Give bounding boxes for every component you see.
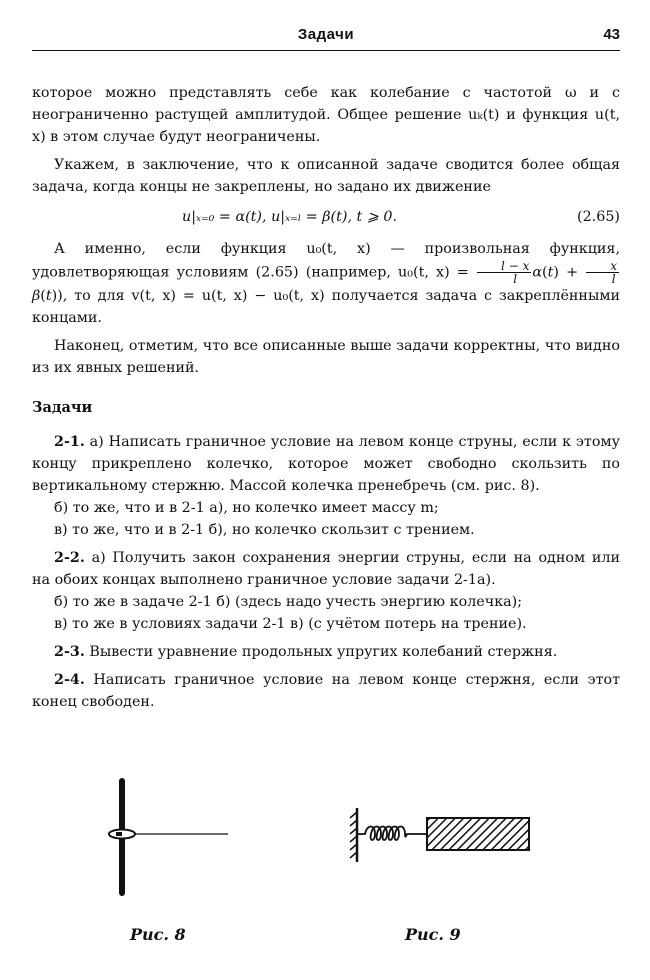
wall (350, 808, 357, 862)
task-2-1b: б) то же, что и в 2-1 а), но колечко имеет массу m; (54, 500, 439, 516)
running-header (32, 24, 620, 51)
main-text (32, 82, 620, 713)
task-2-2c: в) то же в условиях задачи 2-1 в) (с учётом потерь на трение). (54, 616, 527, 632)
paragraph-3-start: А именно, если функция u₀(t, x) — произвольная функция, удовлетворяющая условиям (2.65) (например, u₀(t, x) = (32, 241, 620, 281)
task-2-3 (32, 641, 620, 663)
task-2-4 (32, 669, 620, 713)
task-2-4-text: Написать граничное условие на левом конце стержня, если этот конец свободен. (32, 672, 621, 710)
fraction-x-over-l: $\frac{x}{l}$ (586, 260, 619, 285)
task-number-2-3: 2-3. (54, 644, 85, 660)
paragraph-2: Укажем, в заключение, что к описанной задаче сводится более общая задача, когда концы не закреплены, но задано их движение (32, 157, 620, 195)
header-title: Задачи (297, 26, 355, 43)
equation-body: u|ₓ₌₀ = α(t), u|ₓ₌ₗ = β(t), t ⩾ 0. (182, 209, 397, 225)
figure-9-spring-rod (345, 800, 540, 870)
task-2-3-text: Вывести уравнение продольных упругих колебаний стержня. (89, 644, 558, 660)
paragraph-3: А именно, если функция u₀(t, x) — произвольная функция, удовлетворяющая условиям (2.65) (например, u₀(t, x) = $\frac{l - x}{l}$ α(t) + $\frac{x}{l}$ β(t)), то для v(t, x) = u(t, x) − u₀(t, x) получается задача с закреплёнными концами. (32, 241, 620, 326)
task-2-1c: в) то же, что и в 2-1 б), но колечко скользит с трением. (54, 522, 475, 538)
fraction-l-minus-x-over-l: $\frac{l - x}{l}$ (477, 260, 531, 285)
equation-2-65 (32, 202, 620, 234)
paragraph-3-end: то для v(t, x) = u(t, x) − u₀(t, x) получается задача с закреплёнными концами. (32, 288, 620, 326)
figure-8-caption: Рис. 8 (130, 925, 186, 944)
paragraph-1: которое можно представлять себе как колебание с частотой ω и с неограниченно растущей амплитудой. Общее решение uₖ(t) и функция u(t, x) в этом случае будут неограничены. (32, 85, 620, 145)
figure-8-ring-on-rod (100, 775, 240, 905)
task-2-1a-text: а) Написать граничное условие на левом конце струны, если к этому концу прикреплено колечко, которое может свободно скользить по вертикальному стержню. Массой колечка пренебречь (см. рис. 8). (32, 434, 620, 494)
task-number-2-2: 2-2. (54, 550, 85, 566)
equation-number: (2.65) (577, 209, 620, 225)
spring (357, 827, 427, 841)
paragraph-4: Наконец, отметим, что все описанные выше задачи корректны, что видно из их явных решений. (32, 338, 620, 376)
task-2-2b: б) то же в задаче 2-1 б) (здесь надо учесть энергию колечка); (54, 594, 523, 610)
section-title: Задачи (32, 399, 93, 416)
task-number-2-1: 2-1. (54, 434, 85, 450)
task-2-1a (32, 431, 620, 497)
rod-block (427, 818, 529, 850)
page-number: 43 (603, 26, 620, 43)
figure-9-caption: Рис. 9 (405, 925, 461, 944)
task-2-2a (32, 547, 620, 591)
task-number-2-4: 2-4. (54, 672, 85, 688)
task-2-2a-text: а) Получить закон сохранения энергии струны, если на одном или на обоих концах выполнено граничное условие задачи 2-1а). (32, 550, 620, 588)
